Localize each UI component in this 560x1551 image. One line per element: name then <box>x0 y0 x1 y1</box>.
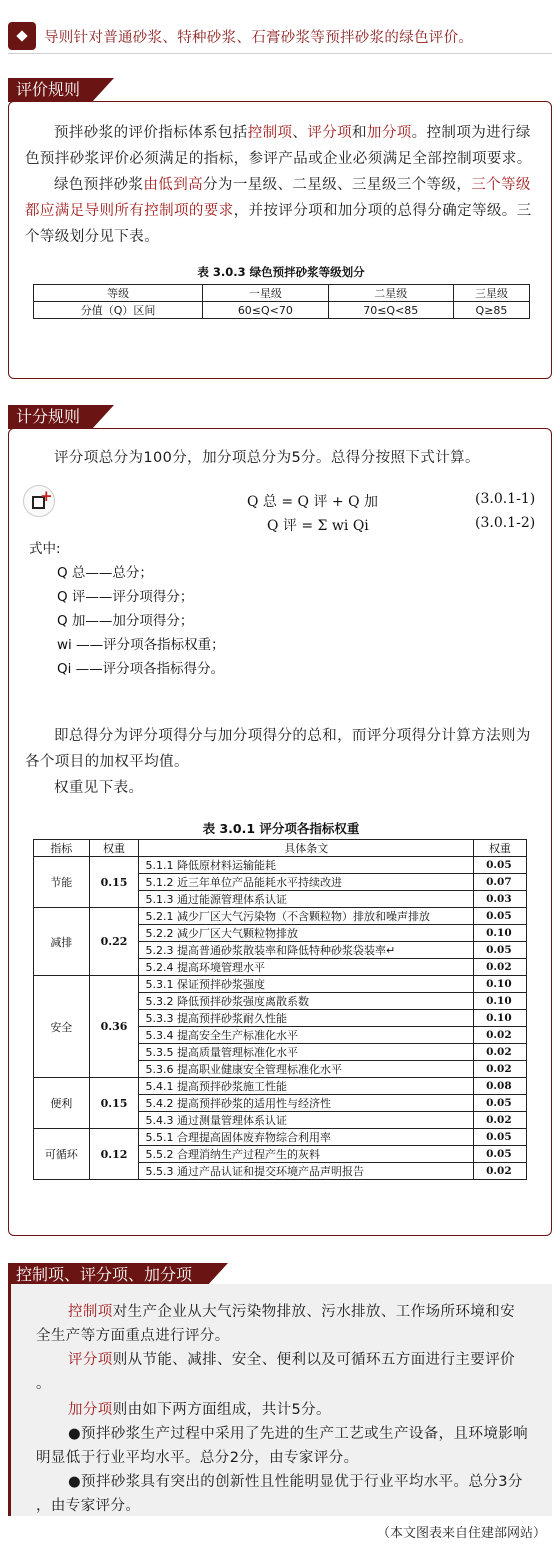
definition-item: Qi ——评分项各指标得分。 <box>57 661 225 677</box>
clause-weight: 0.05 <box>474 908 527 925</box>
scoring-intro: 评分项总分为100分，加分项总分为5分。总得分按照下式计算。 <box>54 450 480 466</box>
table-row <box>34 1129 527 1146</box>
clause-weight: 0.05 <box>474 1095 527 1112</box>
bonus-bullet-1-line2: 明显低于行业平均水平。总分2分，由专家评分。 <box>36 1450 359 1466</box>
clause-weight: 0.02 <box>474 1112 527 1129</box>
table-row: 分值（Q）区间 60≤Q<70 70≤Q<85 Q≥85 <box>34 302 530 319</box>
indicator-weight: 0.22 <box>89 908 139 976</box>
weights-table <box>33 839 527 1180</box>
clause-weight: 0.10 <box>474 1010 527 1027</box>
indicator-weight: 0.36 <box>89 976 139 1078</box>
indicator-name: 安全 <box>34 976 90 1078</box>
score-item-paragraph: 评分项则从节能、减排、安全、便利以及可循环五方面进行主要评价 <box>68 1352 516 1368</box>
clause-weight: 0.05 <box>474 1129 527 1146</box>
clause-weight: 0.08 <box>474 1078 527 1095</box>
definition-item: Q 总——总分； <box>57 565 153 581</box>
clause-text: 5.3.1 保证预拌砂浆强度 <box>139 976 474 993</box>
section-tab-item-types: 控制项、评分项、加分项 <box>8 1263 206 1287</box>
clause-weight: 0.02 <box>474 959 527 976</box>
clause-text: 5.3.5 提高质量管理标准化水平 <box>139 1044 474 1061</box>
section-tab-evaluation-rules: 评价规则 <box>8 78 92 102</box>
clause-weight: 0.02 <box>474 1027 527 1044</box>
clause-text: 5.5.3 通过产品认证和提交环境产品声明报告 <box>139 1163 474 1180</box>
bonus-bullet-2: ●预拌砂浆具有突出的创新性且性能明显优于行业平均水平。总分3分 <box>68 1474 523 1490</box>
rules-paragraph-2: 绿色预拌砂浆由低到高分为一星级、二星级、三星级三个等级，三个等级都应满足导则所有控制项的要求，并按评分项和加分项的总得分确定等级。三个等级划分见下表。 <box>25 177 532 245</box>
control-item-paragraph: 控制项对生产企业从大气污染物排放、污水排放、工作场所环境和安 <box>68 1304 516 1320</box>
definition-item: wi ——评分项各指标权重； <box>57 637 225 653</box>
weight-note: 权重见下表。 <box>54 780 144 796</box>
indicator-name: 节能 <box>34 857 90 908</box>
source-note: （本文图表来自住建部网站） <box>376 1526 546 1541</box>
evaluation-rules-panel <box>8 101 552 379</box>
diamond-bullet-icon <box>8 22 36 50</box>
bonus-bullet-2-line2: ，由专家评分。 <box>36 1498 141 1514</box>
clause-text: 5.2.3 提高普通砂浆散装率和降低特种砂浆袋装率↵ <box>139 942 474 959</box>
table-row <box>34 1078 527 1095</box>
clause-weight: 0.02 <box>474 1061 527 1078</box>
banner-text: 导则针对普通砂浆、特种砂浆、石膏砂浆等预拌砂浆的绿色评价。 <box>44 30 474 46</box>
clause-text: 5.5.2 合理消纳生产过程产生的灰料 <box>139 1146 474 1163</box>
formula-weighted: Q 评 = Σ wi Qi <box>267 518 369 534</box>
formula-total: Q 总 = Q 评 + Q 加 <box>247 494 379 510</box>
clause-text: 5.4.1 提高预拌砂浆施工性能 <box>139 1078 474 1095</box>
clause-weight: 0.10 <box>474 925 527 942</box>
section-tab-scoring-rules: 计分规则 <box>8 405 92 429</box>
clause-text: 5.4.2 提高预拌砂浆的适用性与经济性 <box>139 1095 474 1112</box>
clause-text: 5.3.2 降低预拌砂浆强度离散系数 <box>139 993 474 1010</box>
top-banner <box>8 20 552 54</box>
scoring-rules-panel <box>8 428 552 1236</box>
formula-where: 式中: <box>29 541 61 557</box>
clause-text: 5.2.1 减少厂区大气污染物（不含颗粒物）排放和噪声排放 <box>139 908 474 925</box>
scoring-sum-paragraph: 即总得分为评分项得分与加分项得分的总和，而评分项得分计算方法则为各个项目的加权平均值。 <box>25 728 531 770</box>
clause-text: 5.3.4 提高安全生产标准化水平 <box>139 1027 474 1044</box>
clause-weight: 0.05 <box>474 1146 527 1163</box>
formula-definitions <box>57 561 225 681</box>
formula-total-number: (3.0.1-1) <box>475 491 536 507</box>
table-row <box>34 857 527 874</box>
clause-text: 5.4.3 通过测量管理体系认证 <box>139 1112 474 1129</box>
formula-weighted-number: (3.0.1-2) <box>475 515 536 531</box>
clause-text: 5.3.6 提高职业健康安全管理标准化水平 <box>139 1061 474 1078</box>
bonus-bullet-1: ●预拌砂浆生产过程中采用了先进的生产工艺或生产设备，且环境影响 <box>68 1426 529 1442</box>
indicator-weight: 0.12 <box>89 1129 139 1180</box>
weights-table-title: 表 3.0.1 评分项各指标权重 <box>202 821 360 836</box>
clause-text: 5.1.1 降低原材料运输能耗 <box>139 857 474 874</box>
clause-weight: 0.02 <box>474 1044 527 1061</box>
clause-weight: 0.05 <box>474 942 527 959</box>
clause-text: 5.3.3 提高预拌砂浆耐久性能 <box>139 1010 474 1027</box>
definition-item: Q 评——评分项得分； <box>57 589 194 605</box>
clause-weight: 0.10 <box>474 976 527 993</box>
indicator-name: 便利 <box>34 1078 90 1129</box>
clause-weight: 0.05 <box>474 857 527 874</box>
table-row: 等级 一星级 二星级 三星级 <box>34 285 530 302</box>
clause-weight: 0.02 <box>474 1163 527 1180</box>
clause-text: 5.2.4 提高环境管理水平 <box>139 959 474 976</box>
clause-weight: 0.10 <box>474 993 527 1010</box>
indicator-weight: 0.15 <box>89 1078 139 1129</box>
indicator-name: 可循环 <box>34 1129 90 1180</box>
definition-item: Q 加——加分项得分； <box>57 613 194 629</box>
clause-text: 5.1.2 近三年单位产品能耗水平持续改进 <box>139 874 474 891</box>
table-header-row: 指标 权重 具体条文 权重 <box>34 840 527 857</box>
grade-table <box>33 284 530 319</box>
formula-icon: + <box>23 485 55 517</box>
clause-text: 5.1.3 通过能源管理体系认证 <box>139 891 474 908</box>
rules-paragraph-1: 预拌砂浆的评价指标体系包括控制项、评分项和加分项。控制项为进行绿色预拌砂浆评价必须满足的指标，参评产品或企业必须满足全部控制项要求。 <box>25 125 532 167</box>
indicator-weight: 0.15 <box>89 857 139 908</box>
control-item-paragraph-line2: 全生产等方面重点进行评分。 <box>36 1328 230 1344</box>
clause-text: 5.2.2 减少厂区大气颗粒物排放 <box>139 925 474 942</box>
bonus-item-paragraph: 加分项则由如下两方面组成，共计5分。 <box>68 1402 331 1418</box>
grade-table-title: 表 3.0.3 绿色预拌砂浆等级划分 <box>197 265 365 279</box>
clause-weight: 0.07 <box>474 874 527 891</box>
indicator-name: 减排 <box>34 908 90 976</box>
table-row <box>34 908 527 925</box>
table-row <box>34 976 527 993</box>
clause-text: 5.5.1 合理提高固体废弃物综合利用率 <box>139 1129 474 1146</box>
clause-weight: 0.03 <box>474 891 527 908</box>
score-item-paragraph-line2: 。 <box>36 1376 51 1392</box>
